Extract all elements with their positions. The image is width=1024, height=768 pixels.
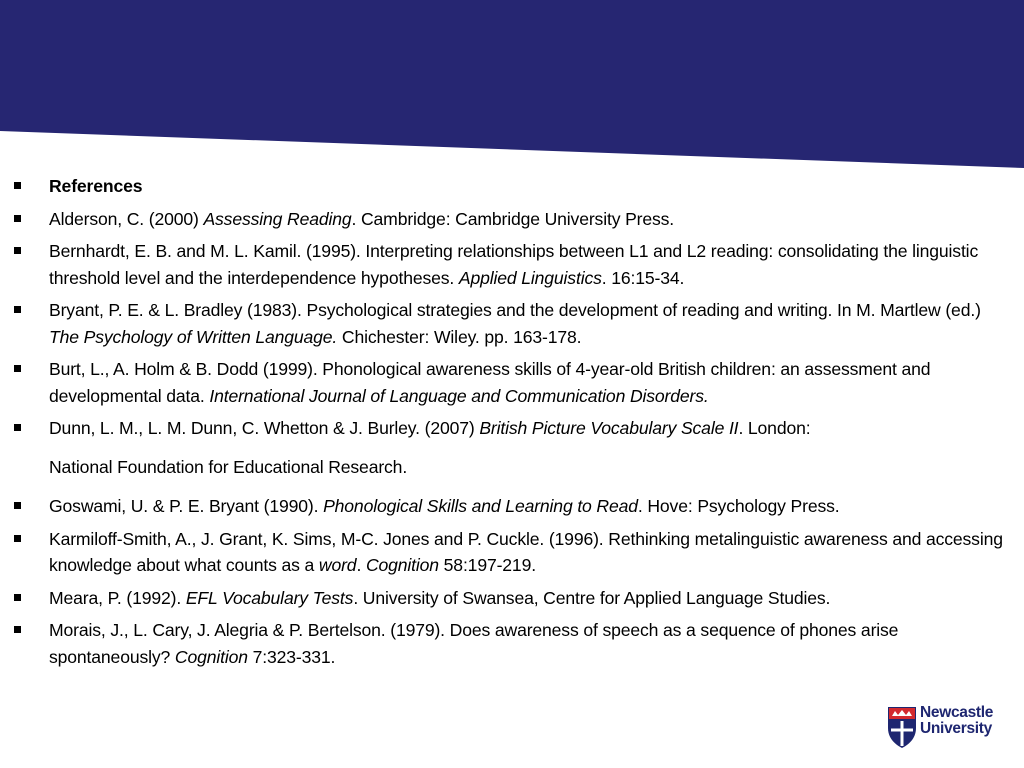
references-heading-item [14,173,1014,200]
reference-text: Chichester: Wiley. pp. 163-178. [337,326,582,347]
reference-text: . [356,555,366,575]
reference-text: Dunn, L. M., L. M. Dunn, C. Whetton & J. Burley. (2007) [49,418,480,438]
reference-text: Meara, P. (1992). [49,587,186,608]
reference-text: . 16:15-34. [601,267,685,288]
reference-text: National Foundation for Educational Research. [49,456,408,477]
reference-text: Goswami, U. & P. E. Bryant (1990). [49,496,324,516]
bullet-icon [14,182,21,189]
banner-shape [0,0,1024,168]
reference-text: Bryant, P. E. & L. Bradley (1983). Psychological strategies and the development of reading and writing. In M. Martlew (ed.) [49,300,981,320]
reference-title-text: Assessing Reading [203,208,352,229]
reference-text: . Cambridge: Cambridge University Press. [351,208,675,229]
logo-line-1: Newcastle [920,704,994,721]
reference-item [14,493,1014,520]
reference-item [14,297,1014,350]
reference-title-text: Cognition [365,555,439,575]
reference-text: 58:197-219. [438,555,536,575]
reference-text: Burt, L., A. Holm & B. Dodd (1999). Phonological awareness skills of 4-year-old British children: an assessment and developmental data. [49,359,931,406]
reference-title-text: Applied Linguistics [458,267,602,288]
reference-text: Alderson, C. (2000) [49,208,204,229]
reference-text: 7:323-331. [247,646,336,667]
reference-item [14,206,1014,233]
reference-title-text: word [318,555,357,575]
bullet-icon [14,247,21,254]
bullet-icon [14,306,21,313]
bullet-icon [14,365,21,372]
references-heading: References [49,176,143,196]
bullet-icon [14,424,21,431]
reference-text: . London: [738,418,811,438]
bullet-icon [14,502,21,509]
reference-title-text: EFL Vocabulary Tests [185,587,354,608]
bullet-icon [14,535,21,542]
bullet-icon [14,626,21,633]
reference-text: Karmiloff-Smith, A., J. Grant, K. Sims, M-C. Jones and P. Cuckle. (1996). Rethinking metalinguistic awareness and accessing knowledge about what counts as a [49,528,1003,575]
reference-title-text: The Psychology of Written Language. [49,326,338,347]
reference-title-text: Phonological Skills and Learning to Read [323,496,638,516]
reference-item [14,356,1014,409]
reference-text: Bernhardt, E. B. and M. L. Kamil. (1995). Interpreting relationships between L1 and L2 reading: consolidating the linguistic threshold level and the interdependence hypotheses. [49,241,979,288]
reference-title-text: International Journal of Language and Communication Disorders. [209,385,709,406]
reference-title-text: Cognition [174,646,248,667]
reference-item [14,238,1014,291]
reference-item [14,415,1014,480]
references-list [14,173,1014,676]
reference-text: Morais, J., L. Cary, J. Alegria & P. Bertelson. (1979). Does awareness of speech as a sequence of phones arise spontaneously? [49,620,899,667]
reference-item [14,617,1014,670]
reference-item [14,585,1014,612]
reference-text: . University of Swansea, Centre for Applied Language Studies. [353,587,831,608]
reference-title-text: British Picture Vocabulary Scale II [479,418,739,438]
reference-text: . Hove: Psychology Press. [637,496,840,516]
title-banner [0,0,1024,170]
logo-line-2: University [920,720,992,737]
reference-item [14,526,1014,579]
bullet-icon [14,594,21,601]
bullet-icon [14,215,21,222]
